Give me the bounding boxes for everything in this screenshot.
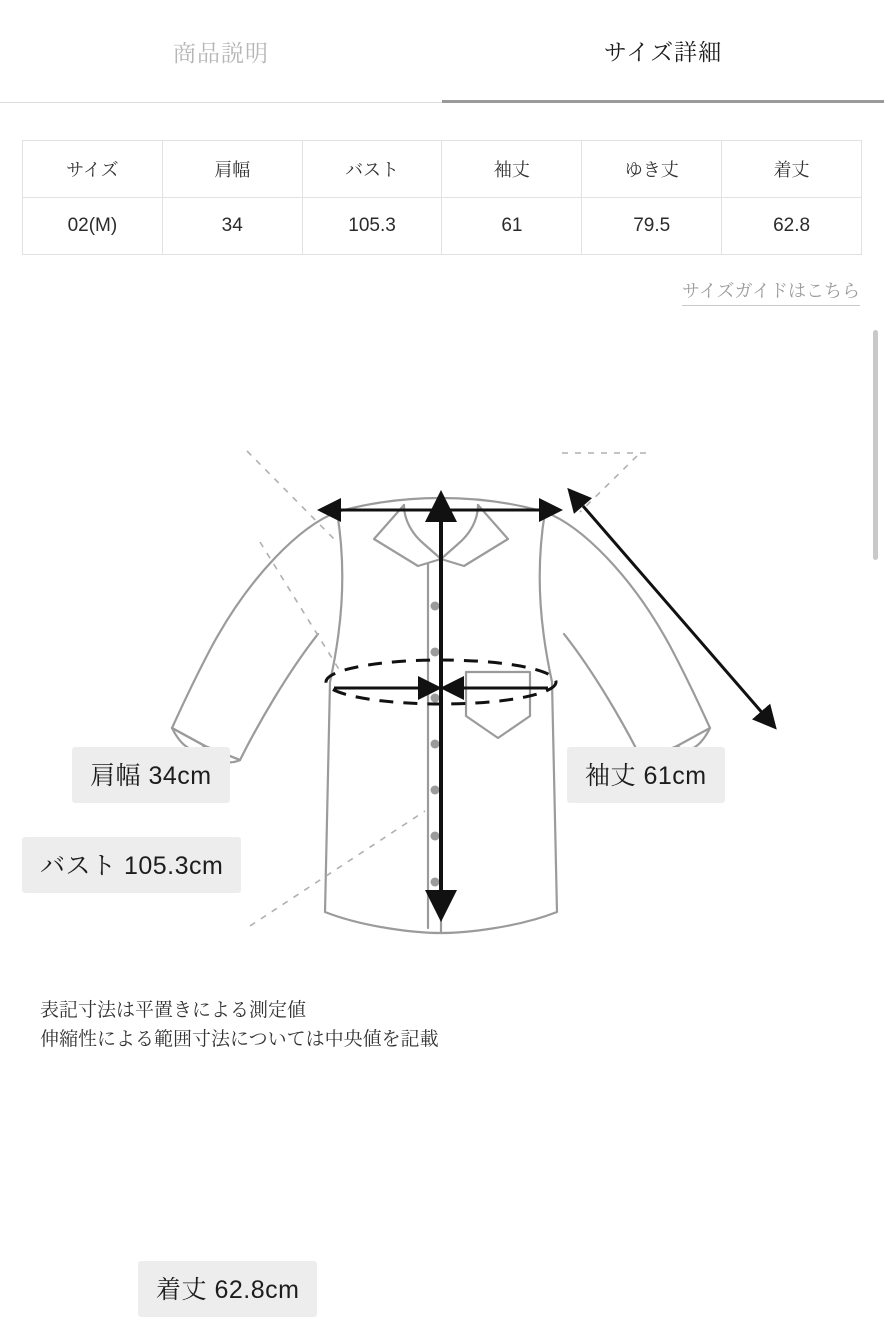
table-cell-bust: 105.3 [302, 198, 442, 255]
table-cell-sleeve: 61 [442, 198, 582, 255]
table-header-cell-yuki: ゆき丈 [582, 141, 722, 198]
measurement-note-line-1: 表記寸法は平置きによる測定値 [40, 1000, 307, 1021]
scrollbar-thumb[interactable] [873, 330, 878, 560]
scrollbar-track[interactable] [876, 0, 881, 1080]
tab-product-description-label: 商品説明 [173, 39, 269, 66]
tab-product-description[interactable] [0, 0, 442, 103]
table-header-cell-sleeve: 袖丈 [442, 141, 582, 198]
tab-bar [0, 0, 884, 103]
callout-shoulder-width: 肩幅 34cm [72, 747, 230, 803]
callout-bust: バスト 105.3cm [22, 837, 241, 893]
table-cell-length: 62.8 [722, 198, 862, 255]
measurement-note-line-2: 伸縮性による範囲寸法については中央値を記載 [40, 1029, 439, 1051]
callout-body-length: 着丈 62.8cm [138, 1261, 317, 1317]
table-cell-shoulder: 34 [162, 198, 302, 255]
table-header-row [23, 141, 862, 198]
measurement-notes [40, 996, 439, 1055]
table-header-cell-bust: バスト [302, 141, 442, 198]
table-row [23, 198, 862, 255]
table-header-cell-length: 着丈 [722, 141, 862, 198]
size-table-container [22, 140, 862, 255]
table-cell-yuki: 79.5 [582, 198, 722, 255]
size-guide-link[interactable]: サイズガイドはこちら [682, 277, 860, 306]
garment-illustration [0, 316, 884, 1006]
table-header-cell-size: サイズ [23, 141, 163, 198]
size-table [22, 140, 862, 255]
table-header-cell-shoulder: 肩幅 [162, 141, 302, 198]
callout-sleeve-length: 袖丈 61cm [567, 747, 725, 803]
tab-size-details[interactable] [442, 0, 884, 103]
tab-size-details-label: サイズ詳細 [603, 38, 723, 65]
size-guide-link-row [0, 277, 860, 306]
table-cell-size: 02(M) [23, 198, 163, 255]
